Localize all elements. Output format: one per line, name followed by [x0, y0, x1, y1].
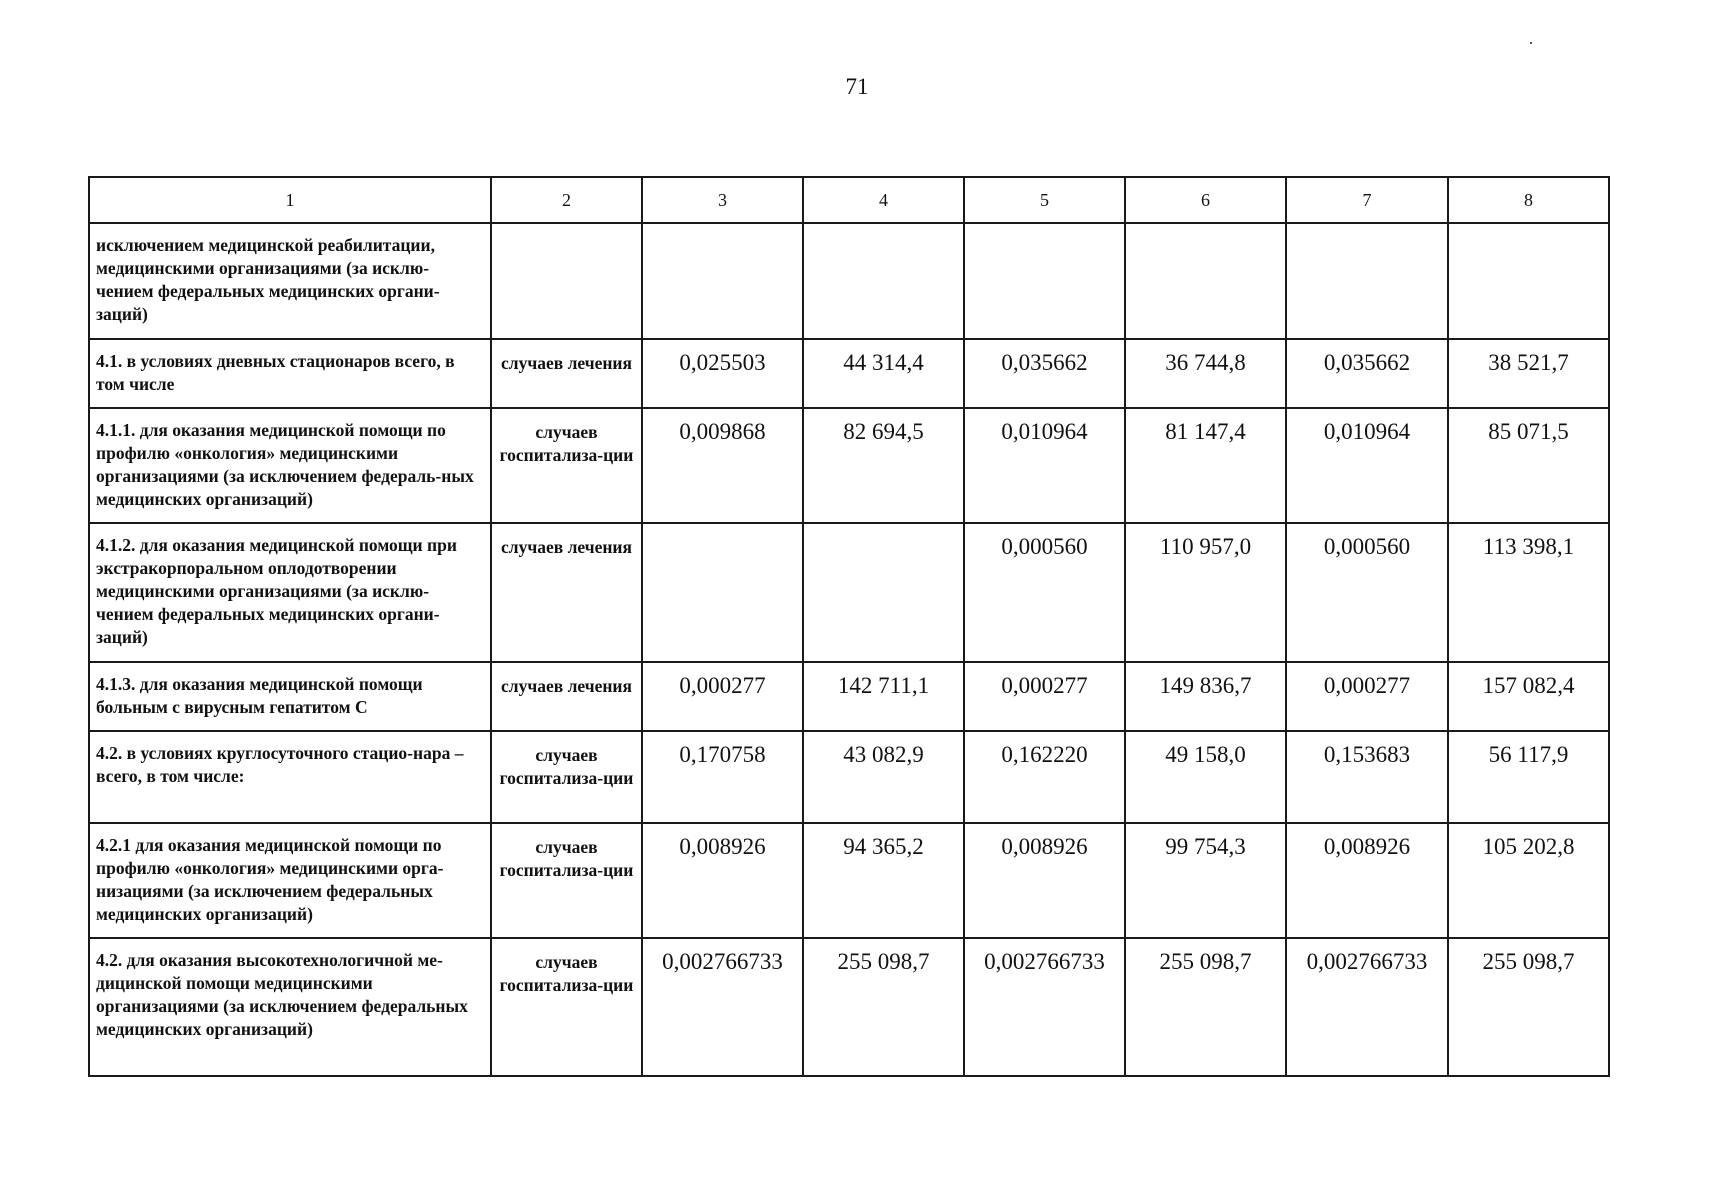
value-cell: 149 836,7 [1125, 662, 1286, 731]
value-cell: 38 521,7 [1448, 339, 1609, 408]
row-description: 4.1. в условиях дневных стационаров всего, в том числе [89, 339, 491, 408]
value-cell: 0,035662 [1286, 339, 1448, 408]
scan-artifact-dot [1530, 42, 1532, 44]
column-number: 3 [642, 177, 803, 223]
row-description: 4.1.2. для оказания медицинской помощи при экстракорпоральном оплодотворении медицинскими организациями (за исклю-чением федеральных медицинских органи-заций) [89, 523, 491, 662]
value-cell [964, 223, 1125, 339]
column-number: 1 [89, 177, 491, 223]
value-cell: 255 098,7 [1125, 938, 1286, 1076]
value-cell [1286, 223, 1448, 339]
column-number: 4 [803, 177, 964, 223]
column-number: 8 [1448, 177, 1609, 223]
table-row [89, 823, 1609, 938]
row-unit: случаев лечения [491, 662, 642, 731]
row-unit: случаев госпитализа-ции [491, 408, 642, 523]
column-number: 6 [1125, 177, 1286, 223]
row-description: 4.2.1 для оказания медицинской помощи по профилю «онкология» медицинскими орга-низациями (за исключением федеральных медицинских организаций) [89, 823, 491, 938]
value-cell: 0,002766733 [964, 938, 1125, 1076]
row-unit [491, 223, 642, 339]
column-number: 5 [964, 177, 1125, 223]
value-cell: 0,009868 [642, 408, 803, 523]
value-cell: 110 957,0 [1125, 523, 1286, 662]
value-cell: 49 158,0 [1125, 731, 1286, 823]
value-cell: 81 147,4 [1125, 408, 1286, 523]
value-cell: 0,010964 [964, 408, 1125, 523]
row-description: 4.1.3. для оказания медицинской помощи больным с вирусным гепатитом С [89, 662, 491, 731]
value-cell: 0,008926 [642, 823, 803, 938]
value-cell: 82 694,5 [803, 408, 964, 523]
value-cell: 43 082,9 [803, 731, 964, 823]
value-cell: 157 082,4 [1448, 662, 1609, 731]
row-description: исключением медицинской реабилитации, медицинскими организациями (за исклю-чением федеральных медицинских органи-заций) [89, 223, 491, 339]
value-cell: 99 754,3 [1125, 823, 1286, 938]
value-cell [803, 523, 964, 662]
value-cell: 0,010964 [1286, 408, 1448, 523]
row-unit: случаев лечения [491, 523, 642, 662]
row-unit: случаев лечения [491, 339, 642, 408]
value-cell: 142 711,1 [803, 662, 964, 731]
value-cell: 113 398,1 [1448, 523, 1609, 662]
row-description: 4.1.1. для оказания медицинской помощи по профилю «онкология» медицинскими организациями (за исключением федераль-ных медицинских организаций) [89, 408, 491, 523]
row-unit: случаев госпитализа-ции [491, 731, 642, 823]
value-cell: 255 098,7 [1448, 938, 1609, 1076]
value-cell: 85 071,5 [1448, 408, 1609, 523]
value-cell: 255 098,7 [803, 938, 964, 1076]
value-cell: 56 117,9 [1448, 731, 1609, 823]
row-unit: случаев госпитализа-ции [491, 938, 642, 1076]
row-unit: случаев госпитализа-ции [491, 823, 642, 938]
value-cell: 0,002766733 [642, 938, 803, 1076]
value-cell: 0,000560 [964, 523, 1125, 662]
value-cell [803, 223, 964, 339]
value-cell: 94 365,2 [803, 823, 964, 938]
value-cell: 44 314,4 [803, 339, 964, 408]
table-row [89, 408, 1609, 523]
value-cell: 0,025503 [642, 339, 803, 408]
column-number: 7 [1286, 177, 1448, 223]
value-cell [1125, 223, 1286, 339]
row-description: 4.2. для оказания высокотехнологичной ме-дицинской помощи медицинскими организациями (за исключением федеральных медицинских организаций) [89, 938, 491, 1076]
value-cell [642, 523, 803, 662]
table-row [89, 938, 1609, 1076]
document-table [88, 176, 1610, 1077]
value-cell [1448, 223, 1609, 339]
value-cell: 105 202,8 [1448, 823, 1609, 938]
value-cell: 0,170758 [642, 731, 803, 823]
value-cell: 0,008926 [1286, 823, 1448, 938]
column-number: 2 [491, 177, 642, 223]
value-cell: 0,162220 [964, 731, 1125, 823]
row-description: 4.2. в условиях круглосуточного стацио-нара – всего, в том числе: [89, 731, 491, 823]
value-cell: 0,000277 [642, 662, 803, 731]
value-cell: 0,008926 [964, 823, 1125, 938]
table-row [89, 731, 1609, 823]
table-row [89, 523, 1609, 662]
table-row [89, 339, 1609, 408]
value-cell: 0,000560 [1286, 523, 1448, 662]
value-cell [642, 223, 803, 339]
value-cell: 0,035662 [964, 339, 1125, 408]
value-cell: 0,000277 [964, 662, 1125, 731]
column-number-row [89, 177, 1609, 223]
value-cell: 0,000277 [1286, 662, 1448, 731]
table-row [89, 223, 1609, 339]
page-number: 71 [845, 74, 869, 99]
value-cell: 0,153683 [1286, 731, 1448, 823]
value-cell: 0,002766733 [1286, 938, 1448, 1076]
value-cell: 36 744,8 [1125, 339, 1286, 408]
table-row [89, 662, 1609, 731]
